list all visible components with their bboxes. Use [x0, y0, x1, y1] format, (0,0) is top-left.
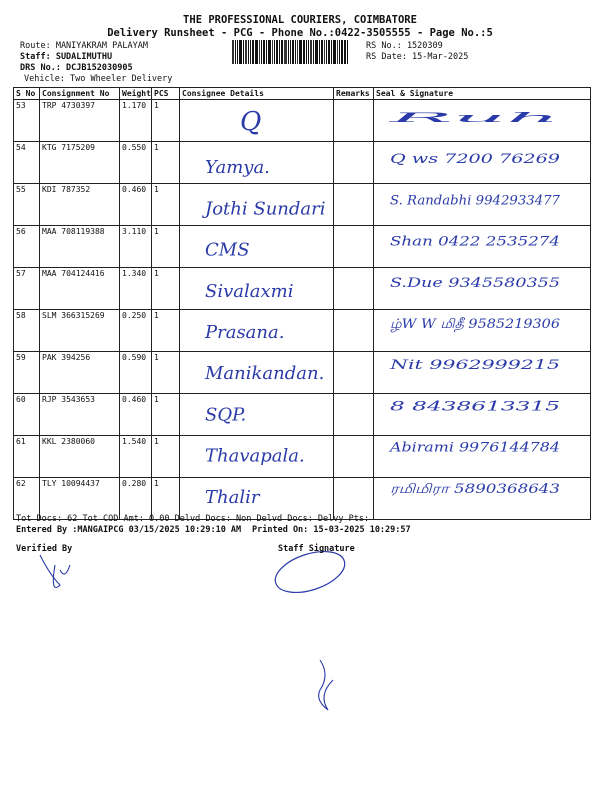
printed-on: Printed On: 15-03-2025 10:29:57: [252, 525, 411, 535]
row-consignment: TRP 4730397: [40, 100, 120, 142]
consignee-handwriting: Q: [240, 107, 262, 137]
seal-handwriting: Abirami 9976144784: [388, 440, 560, 456]
consignee-handwriting: Sivalaxmi: [205, 280, 294, 302]
seal-handwriting: ழ்W W மிதீ 9585219306: [390, 317, 544, 332]
row-pcs: 1: [152, 352, 180, 394]
col-remarks: Remarks: [334, 88, 374, 100]
consignee-handwriting: Jothi Sundari: [205, 198, 326, 220]
runsheet-subtitle: Delivery Runsheet - PCG - Phone No.:0422-3505555 - Page No.:5: [107, 27, 493, 39]
consignee-handwriting: Yamya.: [205, 157, 270, 179]
row-weight: 0.590: [120, 352, 152, 394]
col-consignment: Consignment No: [40, 88, 120, 100]
seal-handwriting: S.Due 9345580355: [390, 275, 560, 291]
row-consignment: KTG 7175209: [40, 142, 120, 184]
col-weight: Weight: [120, 88, 152, 100]
row-weight: 0.550: [120, 142, 152, 184]
row-weight: 0.460: [120, 184, 152, 226]
staff: Staff: SUDALIMUTHU: [20, 52, 113, 62]
row-pcs: 1: [152, 268, 180, 310]
company-name: THE PROFESSIONAL COURIERS, COIMBATORE: [183, 14, 417, 26]
row-consignment: KKL 2380060: [40, 436, 120, 478]
rs-date: RS Date: 15-Mar-2025: [366, 52, 469, 62]
row-pcs: 1: [152, 142, 180, 184]
rs-number: RS No.: 1520309: [366, 41, 443, 51]
seal-handwriting: 8 8438613315: [390, 399, 560, 415]
totals-line: Tot Docs: 62 Tot COD Amt: 0.00 Delvd Docs: Non Delvd Docs: Delvy Pts:: [16, 514, 370, 524]
seal-handwriting: ரமிமிரா 5890368643: [390, 481, 560, 497]
col-seal: Seal & Signature: [374, 88, 591, 100]
row-sno: 57: [14, 268, 40, 310]
row-sno: 53: [14, 100, 40, 142]
seal-handwriting: Q ws 7200 76269: [390, 152, 560, 168]
seal-handwriting: Nit 9962999215: [388, 358, 560, 374]
row-consignment: PAK 394256: [40, 352, 120, 394]
row-pcs: 1: [152, 394, 180, 436]
col-pcs: PCS: [152, 88, 180, 100]
verified-signature: [40, 555, 70, 588]
row-weight: 1.540: [120, 436, 152, 478]
row-consignment: SLM 366315269: [40, 310, 120, 352]
row-consignment: RJP 3543653: [40, 394, 120, 436]
row-weight: 3.110: [120, 226, 152, 268]
row-sno: 59: [14, 352, 40, 394]
row-sno: 55: [14, 184, 40, 226]
staff-signature-label: Staff Signature: [278, 544, 355, 554]
consignee-handwriting: Manikandan.: [205, 363, 325, 385]
row-weight: 0.280: [120, 478, 152, 520]
row-weight: 1.340: [120, 268, 152, 310]
col-consignee: Consignee Details: [180, 88, 334, 100]
row-pcs: 1: [152, 310, 180, 352]
row-consignment: MAA 704124416: [40, 268, 120, 310]
consignee-handwriting: Thalir: [205, 486, 260, 508]
row-consignment: TLY 10094437: [40, 478, 120, 520]
seal-handwriting: S. Randabhi 9942933477: [390, 193, 561, 209]
row-weight: 1.170: [120, 100, 152, 142]
row-sno: 61: [14, 436, 40, 478]
row-pcs: 1: [152, 226, 180, 268]
row-pcs: 1: [152, 184, 180, 226]
row-consignment: MAA 708119388: [40, 226, 120, 268]
seal-handwriting: Shan 0422 2535274: [390, 234, 560, 250]
row-pcs: 1: [152, 478, 180, 520]
consignee-handwriting: Prasana.: [205, 322, 285, 343]
stray-mark: [319, 660, 333, 710]
col-sno: S No: [14, 88, 40, 100]
seal-handwriting: Ruh: [383, 111, 560, 126]
consignee-handwriting: Thavapala.: [205, 445, 305, 467]
row-consignment: KDI 787352: [40, 184, 120, 226]
row-sno: 62: [14, 478, 40, 520]
row-weight: 0.250: [120, 310, 152, 352]
route: Route: MANIYAKRAM PALAYAM: [20, 41, 148, 51]
consignee-handwriting: SQP.: [205, 404, 247, 426]
drs-number: DRS No.: DCJB152030905: [20, 63, 133, 73]
row-pcs: 1: [152, 100, 180, 142]
row-weight: 0.460: [120, 394, 152, 436]
vehicle: Vehicle: Two Wheeler Delivery: [24, 74, 173, 84]
row-sno: 58: [14, 310, 40, 352]
consignee-handwriting: CMS: [205, 239, 250, 261]
row-sno: 56: [14, 226, 40, 268]
entered-by: Entered By :MANGAIPCG 03/15/2025 10:29:10 AM: [16, 525, 242, 535]
row-pcs: 1: [152, 436, 180, 478]
verified-by-label: Verified By: [16, 544, 73, 554]
row-sno: 54: [14, 142, 40, 184]
row-sno: 60: [14, 394, 40, 436]
